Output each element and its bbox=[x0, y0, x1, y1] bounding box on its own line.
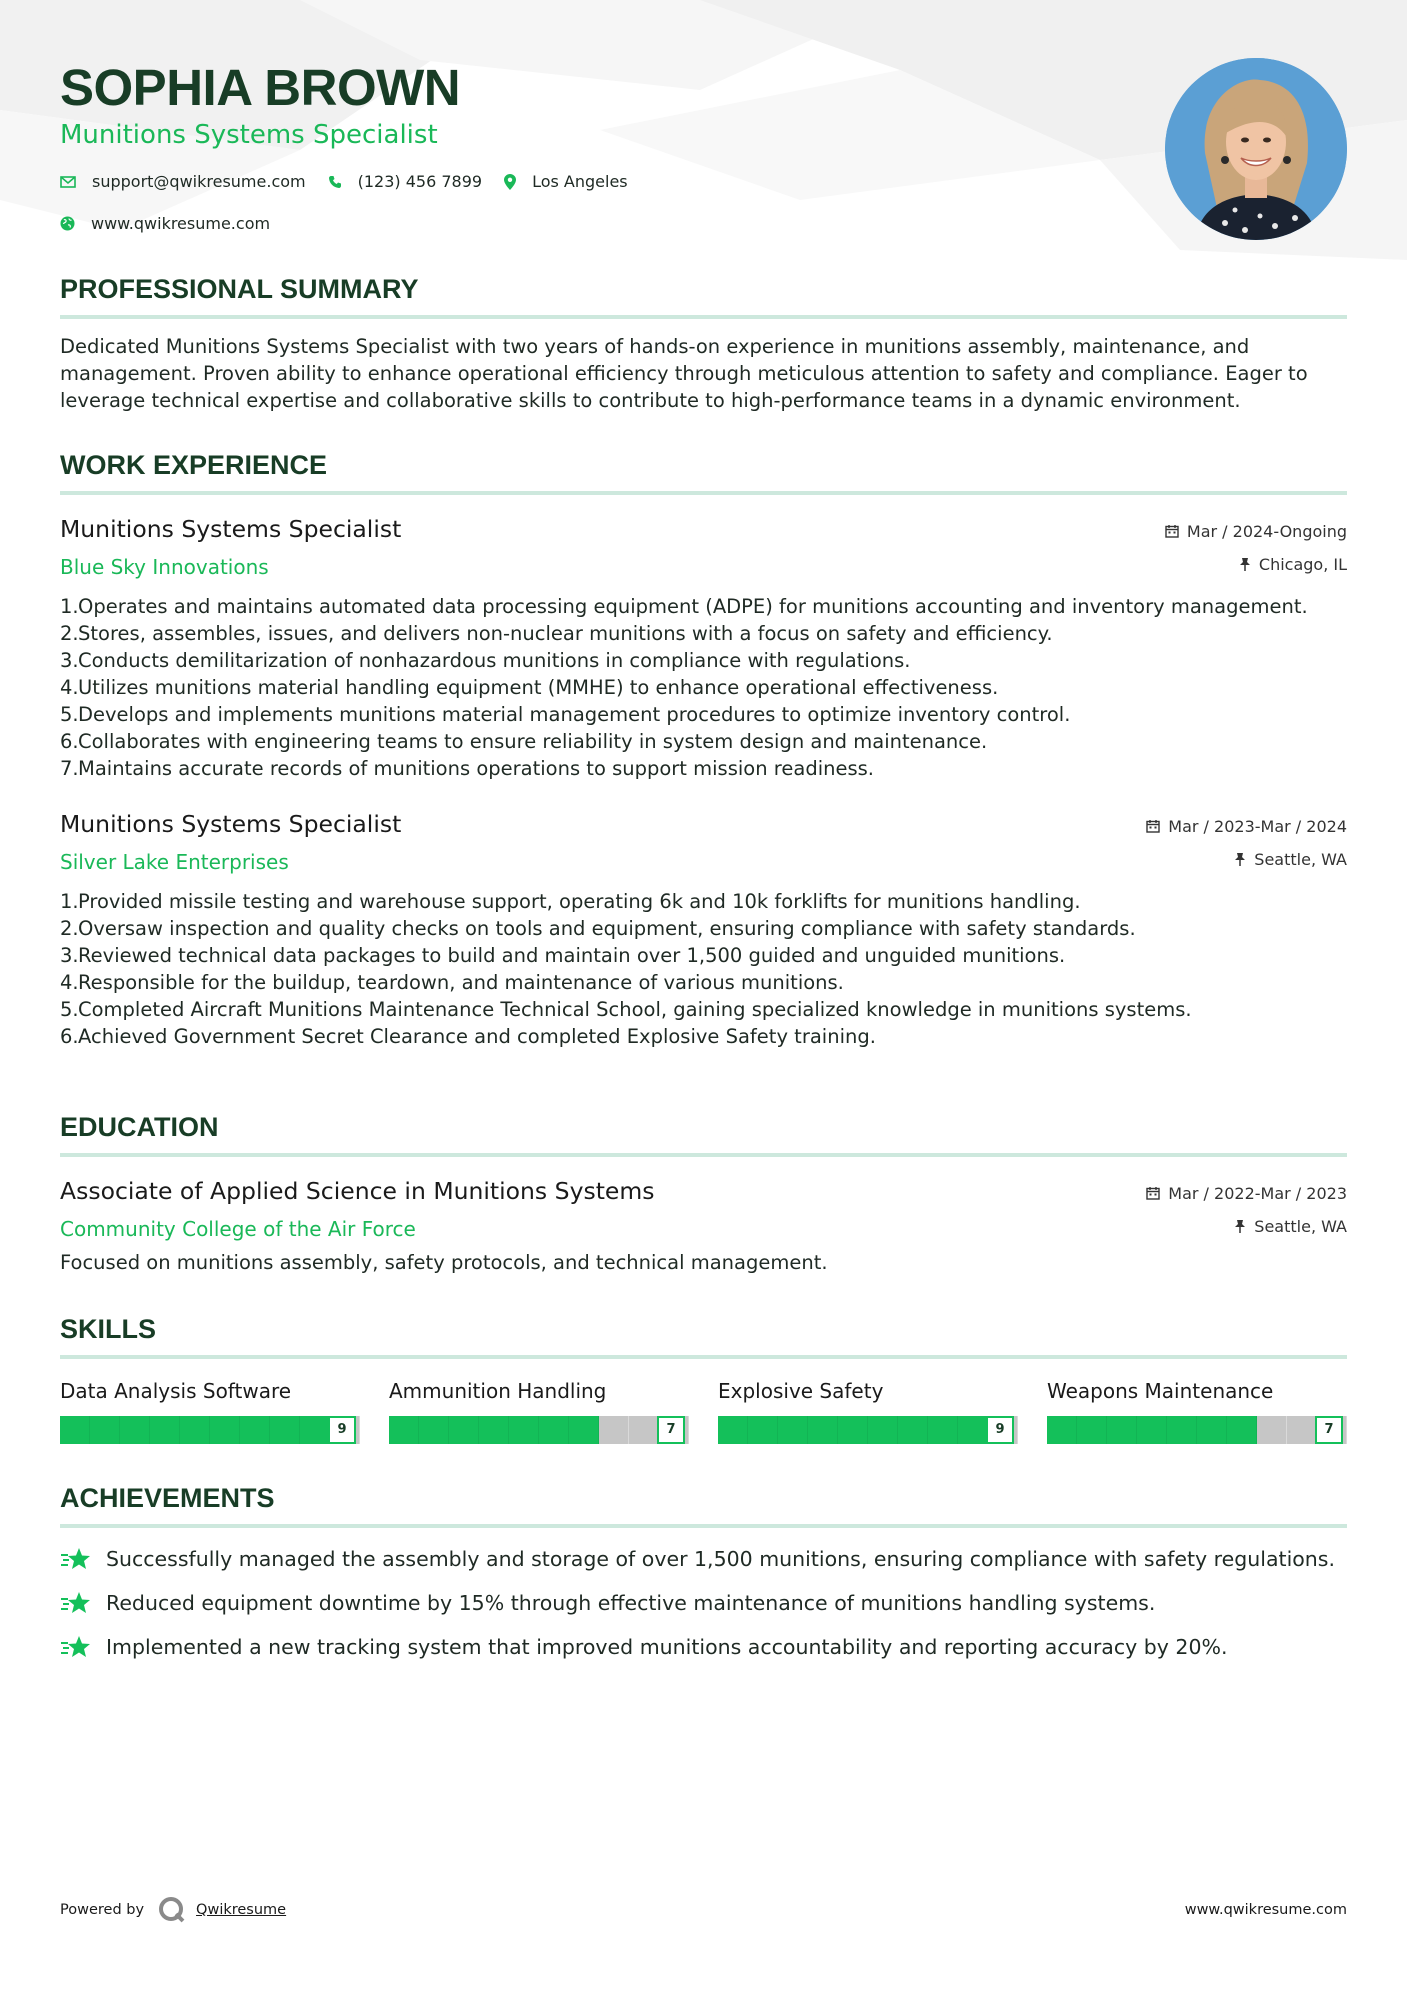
education-entry bbox=[60, 1177, 1347, 1276]
job-bullets bbox=[60, 888, 1347, 1050]
job-dates-text: Mar / 2023-Mar / 2024 bbox=[1168, 816, 1347, 836]
skills-section bbox=[60, 1314, 1347, 1445]
skill-bar-segment-filled bbox=[210, 1416, 240, 1444]
achievement-item bbox=[60, 1590, 1347, 1616]
job-meta bbox=[1146, 816, 1347, 869]
skill-bar-segment-filled bbox=[838, 1416, 868, 1444]
skill-bar-segment-filled bbox=[419, 1416, 449, 1444]
job-bullet: Stores, assembles, issues, and delivers non-nuclear munitions with a focus on safety and efficiency. bbox=[78, 622, 1053, 645]
section-heading: WORK EXPERIENCE bbox=[60, 450, 1347, 495]
skill-name: Data Analysis Software bbox=[60, 1379, 292, 1403]
job-title: Munitions Systems Specialist bbox=[60, 515, 402, 543]
skill-bar-segment-filled bbox=[1047, 1416, 1077, 1444]
skill-bar-segment-filled bbox=[928, 1416, 958, 1444]
achievement-text: Implemented a new tracking system that improved munitions accountability and reporting accuracy by 20%. bbox=[106, 1635, 1228, 1659]
skill-item bbox=[60, 1379, 360, 1445]
achievement-item bbox=[60, 1634, 1347, 1660]
experience-section bbox=[60, 450, 1347, 1050]
education-location bbox=[1146, 1216, 1347, 1236]
job-bullet: Maintains accurate records of munitions operations to support mission readiness. bbox=[78, 757, 874, 780]
skill-bar-segment-filled bbox=[569, 1416, 599, 1444]
calendar-icon bbox=[1146, 1186, 1160, 1200]
globe-icon bbox=[60, 216, 75, 231]
job-company: Silver Lake Enterprises bbox=[60, 850, 289, 874]
section-heading: SKILLS bbox=[60, 1314, 1347, 1359]
skill-bar bbox=[60, 1415, 360, 1445]
skill-level-badge: 9 bbox=[986, 1416, 1014, 1444]
contact-email[interactable] bbox=[60, 172, 306, 191]
skill-level-badge: 7 bbox=[1315, 1416, 1343, 1444]
section-heading: PROFESSIONAL SUMMARY bbox=[60, 274, 1347, 319]
job-meta bbox=[1165, 521, 1347, 574]
skill-bar-segment-filled bbox=[1107, 1416, 1137, 1444]
skill-bar-segment-filled bbox=[479, 1416, 509, 1444]
school-name: Community College of the Air Force bbox=[60, 1217, 416, 1241]
skill-bar-segment-filled bbox=[240, 1416, 270, 1444]
skill-bar-segment-empty bbox=[629, 1416, 659, 1444]
section-heading: ACHIEVEMENTS bbox=[60, 1483, 1347, 1528]
footer-brand-link[interactable]: Qwikresume bbox=[196, 1902, 287, 1918]
calendar-icon bbox=[1146, 819, 1160, 833]
job-location-text: Seattle, WA bbox=[1254, 849, 1347, 869]
summary-text: Dedicated Munitions Systems Specialist with two years of hands-on experience in munitions assembly, maintenance, and management. Proven ability to enhance operational efficiency through meticulous attention to safety and compliance. Eager to leverage technical expertise and collaborative skills to contribute to high-performance teams in a dynamic environment. bbox=[60, 335, 1308, 412]
contact-row bbox=[60, 172, 650, 191]
profile-photo bbox=[1165, 58, 1347, 240]
achievement-text: Reduced equipment downtime by 15% through effective maintenance of munitions handling systems. bbox=[106, 1591, 1156, 1615]
star-icon bbox=[60, 1546, 92, 1572]
contact-row-website bbox=[60, 214, 292, 233]
job-bullet: Provided missile testing and warehouse support, operating 6k and 10k forklifts for munitions handling. bbox=[78, 890, 1081, 913]
skill-bar-track bbox=[1047, 1416, 1347, 1444]
skill-bar-segment-filled bbox=[1167, 1416, 1197, 1444]
education-dates bbox=[1146, 1183, 1347, 1203]
location-text: Los Angeles bbox=[532, 172, 628, 191]
job-location bbox=[1146, 849, 1347, 869]
resume-header bbox=[60, 0, 1347, 250]
skill-bar-segment-filled bbox=[389, 1416, 419, 1444]
skill-bar-segment-filled bbox=[90, 1416, 120, 1444]
skill-item bbox=[718, 1379, 1018, 1445]
candidate-name: SOPHIA BROWN bbox=[60, 59, 461, 116]
website-text: www.qwikresume.com bbox=[91, 214, 271, 233]
star-icon bbox=[60, 1634, 92, 1660]
job-entry bbox=[60, 515, 1347, 782]
job-bullets bbox=[60, 593, 1347, 782]
skill-bar-segment-filled bbox=[300, 1416, 330, 1444]
powered-by-label: Powered by bbox=[60, 1902, 145, 1918]
skill-name: Weapons Maintenance bbox=[1047, 1379, 1274, 1403]
phone-text: (123) 456 7899 bbox=[357, 172, 483, 191]
skill-level-badge: 7 bbox=[657, 1416, 685, 1444]
achievements-section bbox=[60, 1483, 1347, 1660]
skill-bar-segment-filled bbox=[748, 1416, 778, 1444]
contact-phone[interactable] bbox=[328, 172, 482, 191]
skill-bar-segment-filled bbox=[718, 1416, 748, 1444]
education-section bbox=[60, 1112, 1347, 1276]
skill-bar bbox=[718, 1415, 1018, 1445]
pushpin-icon bbox=[1234, 1219, 1246, 1233]
skill-bar-segment-filled bbox=[808, 1416, 838, 1444]
job-entry bbox=[60, 810, 1347, 1050]
education-description: Focused on munitions assembly, safety protocols, and technical management. bbox=[60, 1251, 828, 1274]
job-bullet: Develops and implements munitions material management procedures to optimize inventory control. bbox=[78, 703, 1071, 726]
achievement-item bbox=[60, 1546, 1347, 1572]
skill-bar-segment-filled bbox=[958, 1416, 988, 1444]
skill-item bbox=[1047, 1379, 1347, 1445]
skill-bar-segment-filled bbox=[1197, 1416, 1227, 1444]
summary-section bbox=[60, 274, 1347, 414]
skills-grid bbox=[60, 1379, 1347, 1445]
skill-item bbox=[389, 1379, 689, 1445]
skill-bar-segment-filled bbox=[1137, 1416, 1167, 1444]
job-location-text: Chicago, IL bbox=[1258, 554, 1347, 574]
skill-bar-segment-filled bbox=[1227, 1416, 1257, 1444]
profile-photo-illustration bbox=[1165, 58, 1347, 240]
candidate-title: Munitions Systems Specialist bbox=[60, 120, 438, 150]
job-bullet: Operates and maintains automated data processing equipment (ADPE) for munitions accounting and inventory management. bbox=[78, 595, 1308, 618]
contact-location bbox=[504, 172, 628, 191]
skill-bar-segment-filled bbox=[1077, 1416, 1107, 1444]
skill-bar-segment-filled bbox=[180, 1416, 210, 1444]
job-bullet: Conducts demilitarization of nonhazardous munitions in compliance with regulations. bbox=[78, 649, 911, 672]
skill-bar-segment-filled bbox=[270, 1416, 300, 1444]
job-bullet: Completed Aircraft Munitions Maintenance Technical School, gaining specialized knowledge in munitions systems. bbox=[78, 998, 1192, 1021]
map-pin-icon bbox=[504, 174, 516, 190]
skill-bar-segment-filled bbox=[539, 1416, 569, 1444]
education-location-text: Seattle, WA bbox=[1254, 1216, 1347, 1236]
skill-bar-segment-filled bbox=[150, 1416, 180, 1444]
skill-bar-segment-filled bbox=[868, 1416, 898, 1444]
pushpin-icon bbox=[1234, 852, 1246, 866]
skill-bar bbox=[1047, 1415, 1347, 1445]
skill-bar bbox=[389, 1415, 689, 1445]
calendar-icon bbox=[1165, 524, 1179, 538]
skill-bar-segment-filled bbox=[120, 1416, 150, 1444]
job-dates bbox=[1146, 816, 1347, 836]
contact-website[interactable] bbox=[60, 214, 270, 233]
job-title: Munitions Systems Specialist bbox=[60, 810, 402, 838]
skill-name: Explosive Safety bbox=[718, 1379, 884, 1403]
achievement-text: Successfully managed the assembly and storage of over 1,500 munitions, ensuring compliance with safety regulations. bbox=[106, 1547, 1335, 1571]
skill-bar-track bbox=[389, 1416, 689, 1444]
skill-bar-segment-filled bbox=[449, 1416, 479, 1444]
skill-bar-segment-filled bbox=[778, 1416, 808, 1444]
section-heading: EDUCATION bbox=[60, 1112, 1347, 1157]
skill-bar-segment-empty bbox=[599, 1416, 629, 1444]
skill-name: Ammunition Handling bbox=[389, 1379, 607, 1403]
skill-bar-track bbox=[718, 1416, 1018, 1444]
skill-bar-segment-empty bbox=[1287, 1416, 1317, 1444]
education-dates-text: Mar / 2022-Mar / 2023 bbox=[1168, 1183, 1347, 1203]
skill-level-badge: 9 bbox=[328, 1416, 356, 1444]
skill-bar-segment-filled bbox=[60, 1416, 90, 1444]
star-icon bbox=[60, 1590, 92, 1616]
phone-icon bbox=[328, 175, 342, 189]
job-bullet: Reviewed technical data packages to build and maintain over 1,500 guided and unguided munitions. bbox=[78, 944, 1066, 967]
degree-title: Associate of Applied Science in Munitions Systems bbox=[60, 1177, 655, 1205]
email-text: support@qwikresume.com bbox=[92, 172, 306, 191]
education-meta bbox=[1146, 1183, 1347, 1236]
skill-bar-segment-filled bbox=[509, 1416, 539, 1444]
achievements-list bbox=[60, 1546, 1347, 1660]
footer-website[interactable]: www.qwikresume.com bbox=[1184, 1902, 1347, 1918]
job-dates bbox=[1165, 521, 1347, 541]
job-location bbox=[1165, 554, 1347, 574]
skill-bar-segment-empty bbox=[1257, 1416, 1287, 1444]
job-bullet: Achieved Government Secret Clearance and completed Explosive Safety training. bbox=[78, 1025, 876, 1048]
job-bullet: Responsible for the buildup, teardown, and maintenance of various munitions. bbox=[78, 971, 844, 994]
pushpin-icon bbox=[1239, 557, 1251, 571]
skill-bar-track bbox=[60, 1416, 360, 1444]
job-dates-text: Mar / 2024-Ongoing bbox=[1186, 521, 1347, 541]
job-company: Blue Sky Innovations bbox=[60, 555, 269, 579]
job-bullet: Utilizes munitions material handling equipment (MMHE) to enhance operational effectiveness. bbox=[78, 676, 999, 699]
envelope-icon bbox=[60, 176, 76, 188]
job-bullet: Oversaw inspection and quality checks on tools and equipment, ensuring compliance with safety standards. bbox=[78, 917, 1136, 940]
skill-bar-segment-filled bbox=[898, 1416, 928, 1444]
job-bullet: Collaborates with engineering teams to ensure reliability in system design and maintenance. bbox=[78, 730, 988, 753]
